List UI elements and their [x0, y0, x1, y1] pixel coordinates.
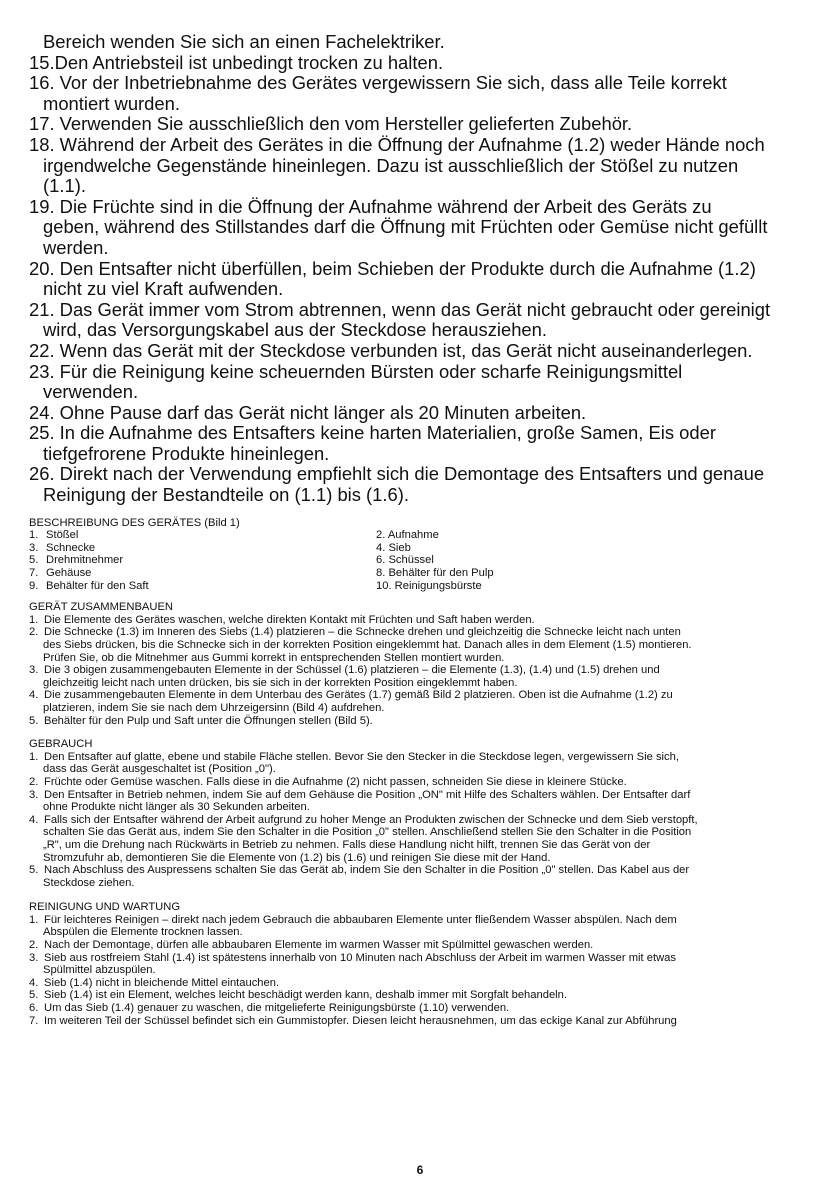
step-text: Um das Sieb (1.4) genauer zu waschen, die mitgelieferte Reinigungsbürste (1.10) verwenden. — [44, 1002, 510, 1015]
step-number: 3. — [29, 788, 39, 801]
cleaning-step-line — [29, 939, 819, 952]
usage-step — [29, 751, 819, 776]
assembly-section — [29, 601, 819, 727]
safety-line: Bereich wenden Sie sich an einen Fachelektriker. — [43, 31, 445, 52]
usage-step-line: „R", um die Drehung nach Rückwärts in Betrieb zu nehmen. Falls diese Handlung nicht hilft, trennen Sie das Gerät von der — [43, 838, 651, 851]
usage-step-line: Steckdose ziehen. — [43, 876, 135, 889]
cleaning-step-line — [29, 952, 819, 965]
safety-item — [29, 114, 819, 135]
step-number: 4. — [29, 976, 39, 989]
part-name: Behälter für den Saft — [46, 579, 149, 592]
step-number: 6. — [29, 1002, 39, 1015]
safety-line: irgendwelche Gegenstände hineinlegen. Dazu ist ausschließlich der Stößel zu nutzen — [43, 154, 739, 176]
usage-steps — [29, 751, 819, 890]
part-number: 3. — [29, 541, 39, 554]
cleaning-step-line — [29, 1015, 819, 1028]
assembly-step-line: des Siebs drücken, bis die Schnecke sich in der korrekten Position eingeklemmt hat. Danach alles in dem Element (1.5) montieren. — [43, 639, 692, 651]
part-name: Drehmitnehmer — [46, 554, 124, 567]
part-item — [29, 580, 376, 593]
step-number: 1. — [29, 613, 39, 626]
step-text: Sieb (1.4) nicht in bleichende Mittel eintauchen. — [44, 976, 280, 989]
page-number: 6 — [416, 1163, 424, 1177]
assembly-step — [29, 664, 819, 689]
safety-line: (1.1). — [43, 175, 86, 197]
parts-list — [29, 529, 819, 592]
step-number: 5. — [29, 989, 39, 1002]
safety-item — [29, 403, 819, 424]
safety-line: geben, während des Stillstandes darf die Öffnung mit Früchten oder Gemüse nicht gefüllt — [43, 216, 768, 238]
part-name: 8. Behälter für den Pulp — [376, 567, 494, 580]
part-item — [29, 567, 376, 580]
safety-item — [29, 73, 819, 114]
safety-item — [29, 464, 819, 505]
step-text: Sieb aus rostfreiem Stahl (1.4) ist spätestens innerhalb von 10 Minuten nach Abschluss der Arbeit im warmen Wasser mit etwas — [44, 951, 676, 964]
part-item — [376, 580, 716, 593]
step-text: Den Entsafter auf glatte, ebene und stabile Fläche stellen. Bevor Sie den Stecker in die Steckdose legen, vergewissern Sie sich, — [44, 750, 679, 763]
part-name: 2. Aufnahme — [376, 529, 439, 542]
cleaning-step — [29, 914, 819, 939]
description-title: BESCHREIBUNG DES GERÄTES (Bild 1) — [29, 516, 240, 529]
part-name: 6. Schüssel — [376, 554, 434, 567]
safety-item — [29, 300, 819, 341]
part-item — [29, 542, 376, 555]
step-number: 5. — [29, 864, 39, 877]
assembly-step-line: platzieren, indem Sie sie nach dem Uhrzeigersinn (Bild 4) aufdrehen. — [43, 701, 385, 714]
cleaning-step-line — [29, 1002, 819, 1015]
part-number: 9. — [29, 579, 39, 592]
step-number: 1. — [29, 750, 39, 763]
cleaning-steps — [29, 914, 819, 1027]
step-number: 3. — [29, 951, 39, 964]
part-item — [376, 529, 716, 542]
assembly-step-line — [29, 626, 819, 639]
step-number: 4. — [29, 813, 39, 826]
cleaning-section — [29, 901, 819, 1027]
usage-step-line: Stromzufuhr ab, demontieren Sie die Elemente von (1.2) bis (1.6) und reinigen Sie diese mit der Hand. — [43, 851, 551, 864]
safety-item — [29, 362, 819, 403]
part-number: 1. — [29, 529, 39, 542]
usage-step — [29, 864, 819, 889]
usage-step-line — [29, 776, 819, 789]
cleaning-step-line: Abspülen die Elemente trocknen lassen. — [43, 926, 243, 939]
usage-step-line — [29, 789, 819, 802]
step-text: Den Entsafter in Betrieb nehmen, indem Sie auf dem Gehäuse die Position „ON" mit Hilfe des Schalters wählen. Der Entsafter darf — [44, 788, 691, 801]
part-name: Stößel — [46, 529, 79, 542]
assembly-step — [29, 715, 819, 728]
assembly-step-line: Prüfen Sie, ob die Mitnehmer aus Gummi korrekt in entsprechenden Stellen montiert wurden. — [43, 651, 505, 664]
part-item — [376, 554, 716, 567]
usage-step-line: ohne Produkte nicht länger als 30 Sekunden arbeiten. — [43, 801, 310, 814]
usage-section — [29, 738, 819, 889]
part-item — [29, 554, 376, 567]
cleaning-step — [29, 939, 819, 952]
safety-line: Reinigung der Bestandteile on (1.1) bis (1.6). — [43, 484, 409, 506]
part-item — [29, 529, 376, 542]
usage-step — [29, 776, 819, 789]
step-number: 2. — [29, 939, 39, 952]
safety-item — [29, 259, 819, 300]
safety-item — [29, 341, 819, 362]
usage-step — [29, 814, 819, 864]
cleaning-step — [29, 977, 819, 990]
safety-line: 22. Wenn das Gerät mit der Steckdose verbunden ist, das Gerät nicht auseinanderlegen. — [29, 339, 753, 361]
cleaning-step — [29, 989, 819, 1002]
cleaning-step — [29, 952, 819, 977]
step-text: Falls sich der Entsafter während der Arbeit aufgrund zu hoher Menge an Produkten zwischen der Schnecke und dem Sieb verstopft, — [44, 813, 698, 826]
cleaning-title: REINIGUNG UND WARTUNG — [29, 901, 181, 914]
safety-item — [29, 423, 819, 464]
step-number: 7. — [29, 1014, 39, 1027]
usage-step-line: schalten Sie das Gerät aus, indem Sie den Schalter in die Position „0" stellen. Anschließend stellen Sie den Schalter in die Position — [43, 826, 692, 839]
assembly-step-line: gleichzeitig leicht nach unten drücken, bis sie sich in der korrekten Position eingeklemmt haben. — [43, 676, 518, 689]
safety-instructions — [29, 32, 819, 506]
assembly-step — [29, 614, 819, 627]
safety-line: 24. Ohne Pause darf das Gerät nicht länger als 20 Minuten arbeiten. — [29, 401, 587, 423]
safety-line: 15.Den Antriebsteil ist unbedingt trocken zu halten. — [29, 51, 444, 73]
safety-line: 17. Verwenden Sie ausschließlich den vom Hersteller gelieferten Zubehör. — [29, 113, 633, 135]
manual-page — [29, 32, 819, 1027]
part-item — [376, 542, 716, 555]
part-number: 5. — [29, 554, 39, 567]
assembly-steps — [29, 614, 819, 727]
step-text: Nach der Demontage, dürfen alle abbaubaren Elemente im warmen Wasser mit Spülmittel gewaschen werden. — [44, 939, 594, 952]
usage-step-line — [29, 751, 819, 764]
assembly-title: GERÄT ZUSAMMENBAUEN — [29, 601, 174, 614]
step-text: Die Elemente des Gerätes waschen, welche direkten Kontakt mit Früchten und Saft haben werden. — [44, 613, 535, 626]
usage-step — [29, 789, 819, 814]
safety-item — [29, 53, 819, 74]
safety-item — [29, 32, 819, 53]
step-text: Die 3 obigen zusammengebauten Elemente in der Schüssel (1.6) platzieren – die Elemente (1.3), (1.4) und (1.5) drehen und — [44, 664, 660, 677]
cleaning-step-line: Spülmittel abzuspülen. — [43, 964, 156, 977]
step-number: 3. — [29, 664, 39, 677]
safety-line: werden. — [43, 236, 109, 258]
safety-item — [29, 197, 819, 259]
step-text: Im weiteren Teil der Schüssel befindet sich ein Gummistopfer. Diesen leicht herausnehmen, um das eckige Kanal zur Abführung — [44, 1014, 677, 1027]
step-number: 2. — [29, 775, 39, 788]
part-item — [376, 567, 716, 580]
step-number: 1. — [29, 913, 39, 926]
step-text: Sieb (1.4) ist ein Element, welches leicht beschädigt werden kann, deshalb immer mit Sorgfalt behandeln. — [44, 989, 567, 1002]
safety-line: nicht zu viel Kraft aufwenden. — [43, 278, 284, 300]
assembly-step-line — [29, 664, 819, 677]
safety-line: wird, das Versorgungskabel aus der Steckdose herausziehen. — [43, 319, 547, 341]
safety-line: 26. Direkt nach der Verwendung empfiehlt sich die Demontage des Entsafters und genaue — [29, 463, 765, 485]
part-name: Gehäuse — [46, 567, 92, 580]
safety-line: 23. Für die Reinigung keine scheuernden Bürsten oder scharfe Reinigungsmittel — [29, 360, 683, 382]
description-section — [29, 517, 819, 593]
step-text: Die Schnecke (1.3) im Inneren des Siebs (1.4) platzieren – die Schnecke drehen und gleichzeitig die Schnecke leicht nach unten — [44, 626, 681, 639]
assembly-step — [29, 689, 819, 714]
part-name: 10. Reinigungsbürste — [376, 579, 482, 592]
safety-item — [29, 135, 819, 197]
safety-line: verwenden. — [43, 381, 139, 403]
usage-step-line: dass das Gerät ausgeschaltet ist (Position „0"). — [43, 763, 276, 776]
safety-line: 18. Während der Arbeit des Gerätes in die Öffnung der Aufnahme (1.2) weder Hände noch — [29, 133, 765, 155]
safety-line: 20. Den Entsafter nicht überfüllen, beim Schieben der Produkte durch die Aufnahme (1.2) — [29, 257, 756, 279]
safety-line: montiert wurden. — [43, 92, 180, 114]
step-number: 5. — [29, 714, 39, 727]
step-text: Für leichteres Reinigen – direkt nach jedem Gebrauch die abbaubaren Elemente unter fließendem Wasser abspülen. Nach dem — [44, 913, 677, 926]
usage-step-line — [29, 814, 819, 827]
safety-line: 19. Die Früchte sind in die Öffnung der Aufnahme während der Arbeit des Geräts zu — [29, 195, 712, 217]
step-text: Die zusammengebauten Elemente in dem Unterbau des Gerätes (1.7) gemäß Bild 2 platzieren. Oben ist die Aufnahme (1.2) zu — [44, 689, 673, 702]
safety-line: 21. Das Gerät immer vom Strom abtrennen, wenn das Gerät nicht gebraucht oder gereinigt — [29, 298, 771, 320]
usage-title: GEBRAUCH — [29, 738, 93, 751]
cleaning-step-line — [29, 914, 819, 927]
cleaning-step — [29, 1015, 819, 1028]
assembly-step-line — [29, 689, 819, 702]
step-text: Behälter für den Pulp und Saft unter die Öffnungen stellen (Bild 5). — [44, 714, 373, 727]
step-number: 2. — [29, 626, 39, 639]
part-number: 7. — [29, 567, 39, 580]
safety-line: 16. Vor der Inbetriebnahme des Gerätes vergewissern Sie sich, dass alle Teile korrekt — [29, 72, 727, 94]
part-name: Schnecke — [46, 541, 96, 554]
safety-line: tiefgefrorene Produkte hineinlegen. — [43, 442, 330, 464]
cleaning-step-line — [29, 977, 819, 990]
step-text: Nach Abschluss des Auspressens schalten Sie das Gerät ab, indem Sie den Schalter in die Position „0" stellen. Das Kabel aus der — [44, 864, 690, 877]
assembly-step-line — [29, 614, 819, 627]
cleaning-step — [29, 1002, 819, 1015]
step-number: 4. — [29, 689, 39, 702]
cleaning-step-line — [29, 989, 819, 1002]
usage-step-line — [29, 864, 819, 877]
safety-line: 25. In die Aufnahme des Entsafters keine harten Materialien, große Samen, Eis oder — [29, 422, 716, 444]
assembly-step — [29, 626, 819, 664]
step-text: Früchte oder Gemüse waschen. Falls diese in die Aufnahme (2) nicht passen, schneiden Sie diese in kleinere Stücke. — [44, 775, 627, 788]
part-name: 4. Sieb — [376, 541, 411, 554]
assembly-step-line — [29, 715, 819, 728]
